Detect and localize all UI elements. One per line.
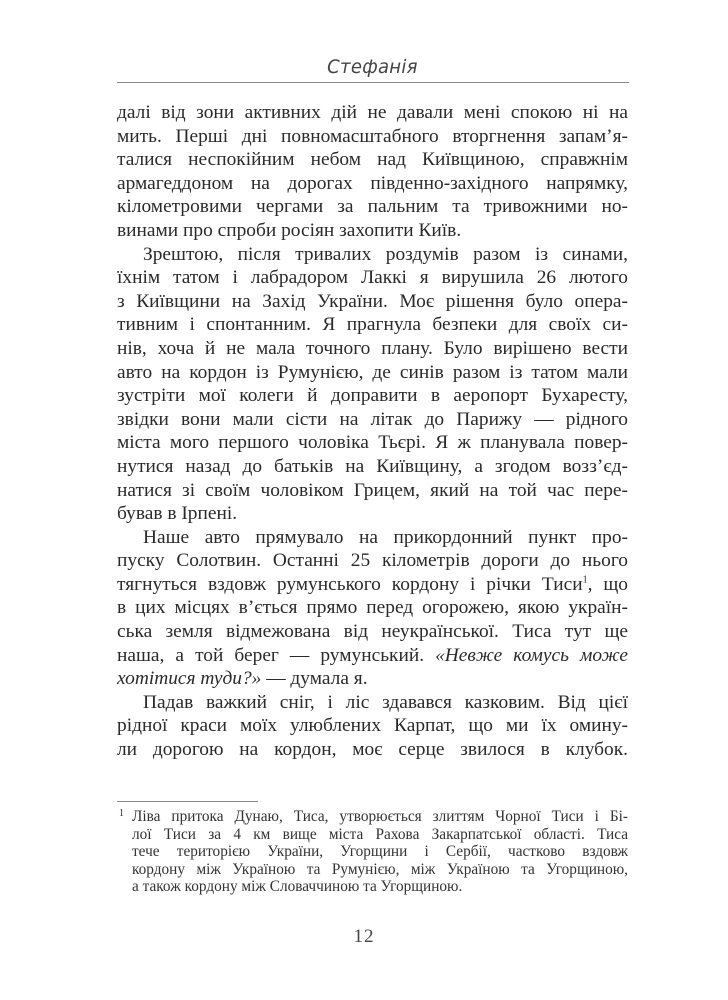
text-line [117,408,628,432]
text-line [117,243,628,267]
text-span: мить. Перші дні повномасштабного вторгнення запам’я- [117,125,628,147]
footnote-mark: 1 [119,808,124,819]
text-line [117,526,628,550]
italic-text: хотітися туди?» [117,668,262,690]
text-span: тягнуться вздовж румунського кордону і річки Тиси [117,573,583,595]
text-span: бував в Ірпені. [117,503,238,525]
text-line [117,313,628,337]
text-line [117,455,628,479]
footnote [117,808,628,896]
text-span: їхнім татом і лабрадором Лаккі я вирушила 26 лютого [117,267,628,289]
paragraph [117,526,628,691]
text-line [117,125,628,149]
text-span: , що [587,573,628,595]
paragraph [117,243,628,526]
italic-text: «Невже комусь може [435,644,628,666]
page-number: 12 [353,926,375,947]
text-line [117,172,628,196]
footnote-rule [117,801,258,802]
text-line [117,644,628,668]
text-line [117,502,628,526]
text-line [117,691,628,715]
text-span: міста мого першого чоловіка Тьєрі. Я ж планувала повер- [117,432,628,454]
text-span: пуску Солотвин. Останні 25 кілометрів дороги до нього [117,550,628,572]
text-line [117,549,628,573]
text-span: Зрештою, після тривалих роздумів разом із синами, [143,243,628,265]
footnote-line: тече територією України, Угорщини і Сербії, частково вздовж [132,843,628,860]
text-line [117,620,628,644]
text-line [117,667,628,691]
text-span: Наше авто прямувало на прикордонний пункт про- [143,526,628,548]
text-span: ли дорогою на кордон, моє серце звилося в клубок. [117,739,628,761]
footnote-line: лої Тиси за 4 км вище міста Рахова Закарпатської області. Тиса [132,825,628,843]
text-line [117,431,628,455]
text-line [117,573,628,597]
paragraph [117,101,628,243]
footnote-line: а також кордону між Словаччиною та Угорщиною. [132,878,463,895]
text-span: з Київщини на Захід України. Моє рішення було опера- [117,290,628,312]
text-span: винами про спроби росіян захопити Київ. [117,219,462,241]
text-span: далі від зони активних дій не давали мені спокою ні на [117,102,628,123]
text-span: армагеддоном на дорогах південно-західного напрямку, [117,172,628,194]
text-line [117,148,628,172]
header-rule [117,82,629,83]
text-span: талися неспокійним небом над Київщиною, справжнім [117,149,628,171]
text-line [117,101,628,125]
text-line [117,195,628,219]
text-line [117,596,628,620]
text-span: нутися назад до батьків на Київщину, а згодом возз’єд- [117,455,628,477]
text-span: тивним і спонтанним. Я прагнула безпеки для своїх си- [117,314,628,336]
text-span: нів, хоча й не мала точного плану. Було вирішено вести [117,337,628,359]
footnote-text [132,808,628,896]
text-line [117,266,628,290]
text-line [117,714,628,738]
text-span: — думала я. [261,668,368,690]
footnote-line: кордону між Україною та Румунією, між Україною та Угорщиною, [132,860,628,878]
footnote-reference: 1 [582,574,588,586]
text-span: рідної краси моїх улюблених Карпат, що ми їх омину- [117,715,628,737]
text-span: в цих місцях в’ється прямо перед огорожею, якою україн- [117,597,628,619]
body-text [117,101,628,762]
text-span: ська земля відмежована від неукраїнської. Тиса тут ще [117,621,628,643]
text-span: звідки вони мали сісти на літак до Парижу — рідного [117,408,628,430]
text-line [117,479,628,503]
text-line [117,290,628,314]
text-line [117,361,628,385]
text-span: кілометровими чергами за пальним та тривожними но- [117,196,628,218]
running-head: Стефанія [327,56,418,78]
text-line [117,738,628,762]
text-span: наша, а той берег — румунський. [117,644,436,666]
text-span: натися зі своїм чоловіком Грицем, який на той час пере- [117,479,628,501]
text-span: авто на кордон із Румунією, де синів разом із татом мали [117,361,628,383]
text-line [117,384,628,408]
text-line [117,337,628,361]
footnote-line: Ліва притока Дунаю, Тиса, утворюється злиттям Чорної Тиси і Бі- [132,808,628,825]
text-line [117,219,628,243]
paragraph [117,691,628,762]
text-span: зустріти мої колеги й доправити в аеропорт Бухаресту, [117,385,628,407]
text-span: Падав важкий сніг, і ліс здавався казковим. Від цієї [143,691,628,713]
